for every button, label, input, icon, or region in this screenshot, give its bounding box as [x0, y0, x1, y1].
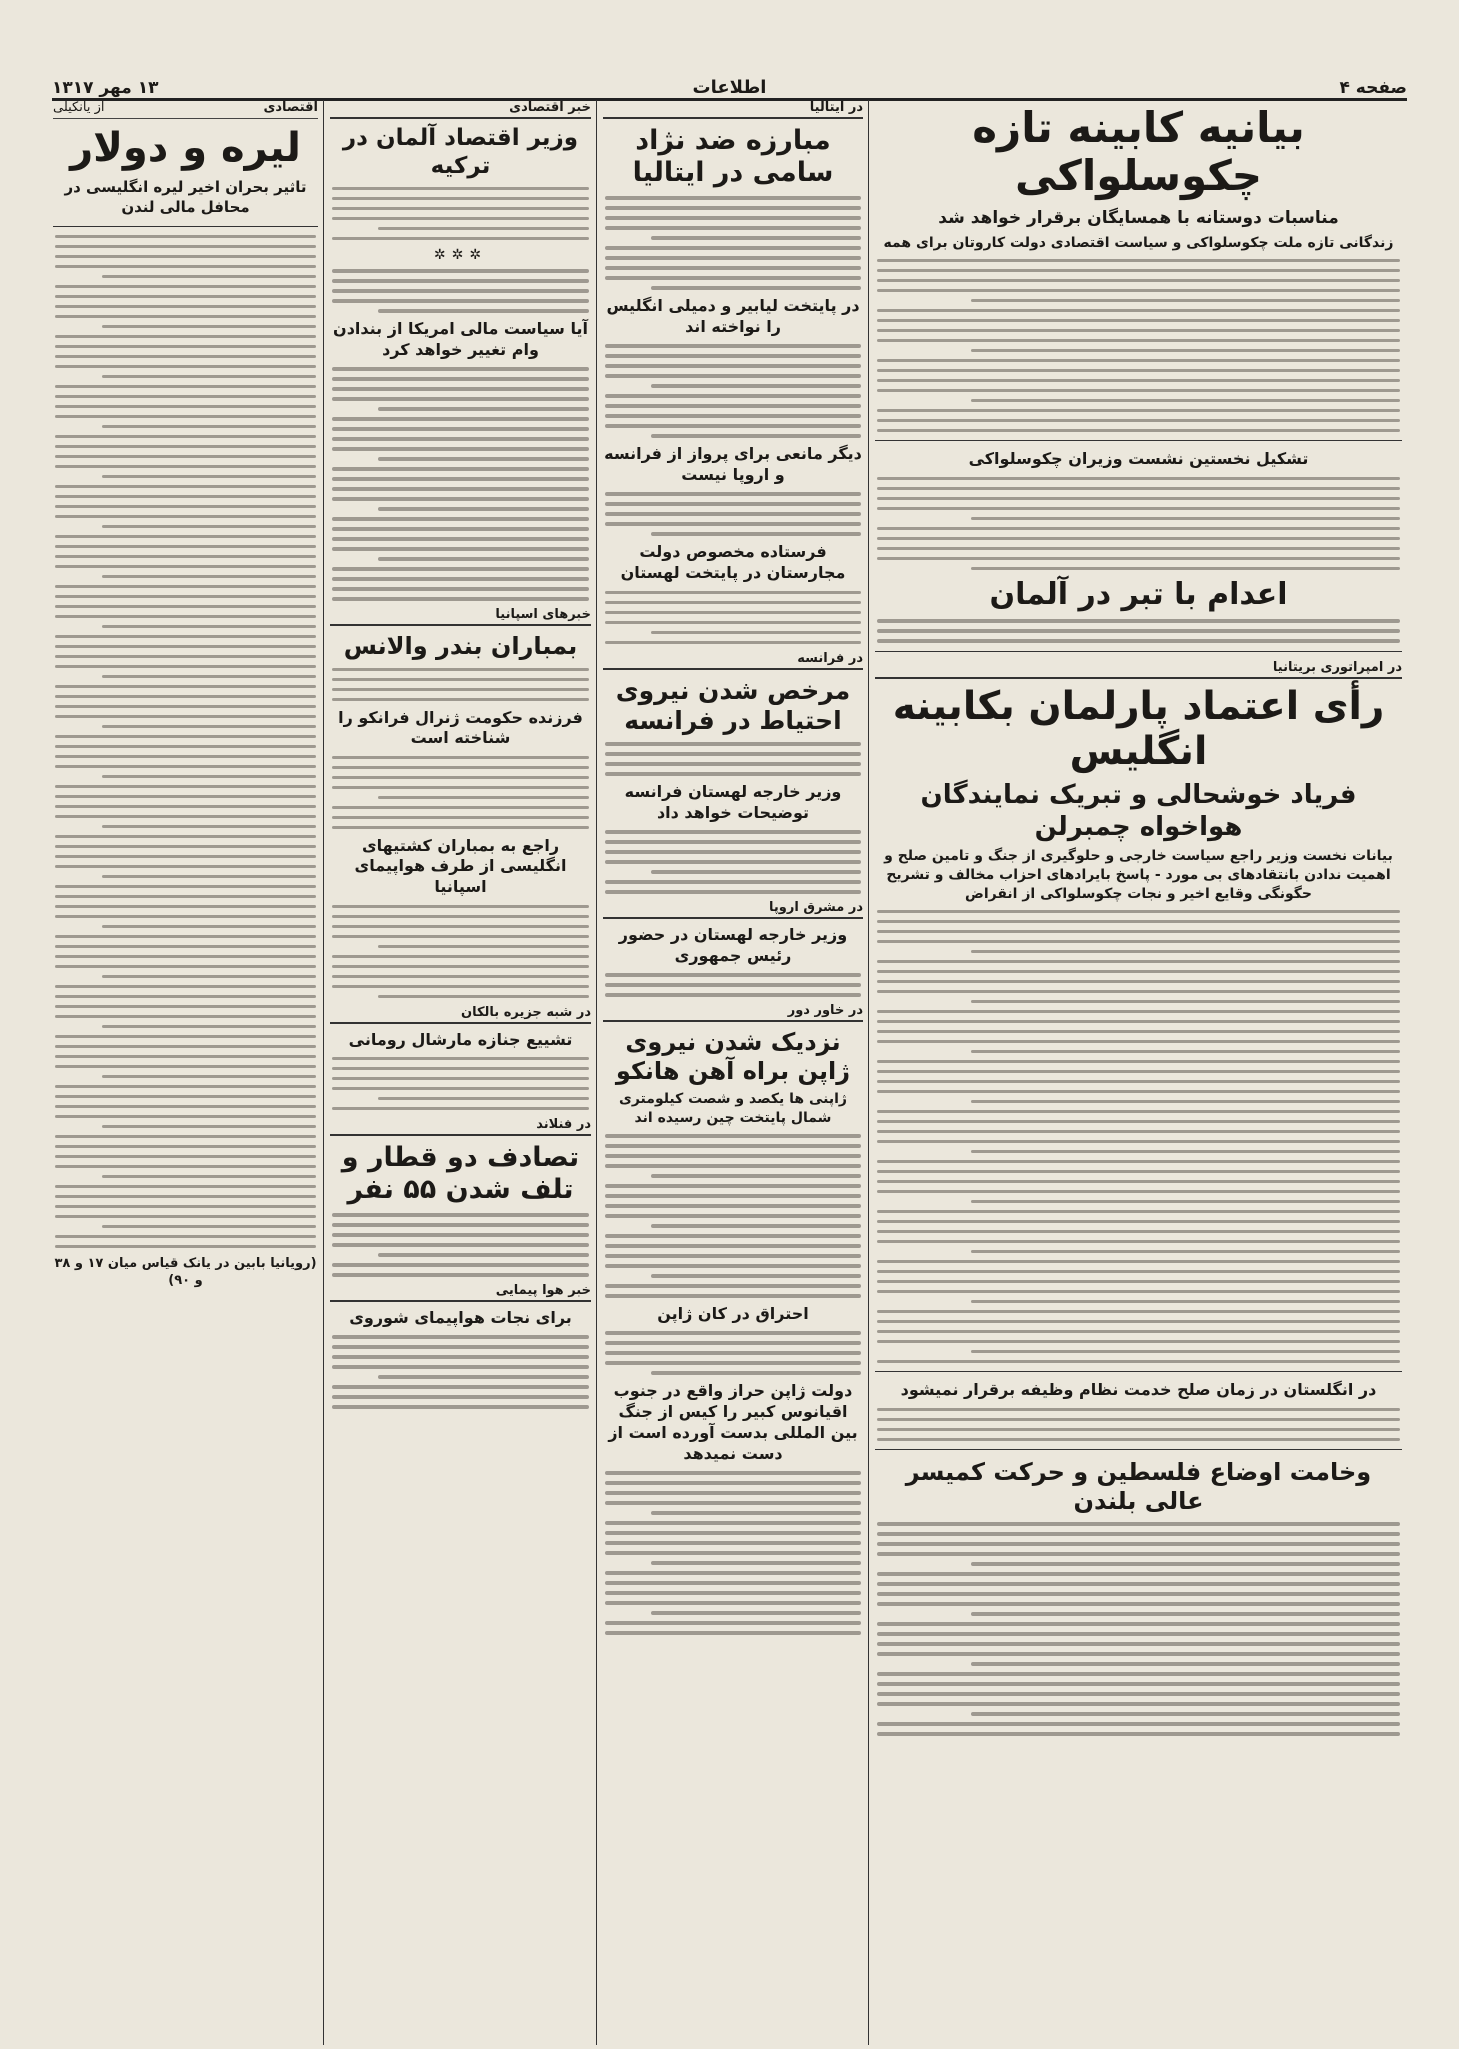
article-body: [605, 742, 861, 776]
article-body: [605, 591, 861, 645]
paper-name: اطلاعات: [692, 77, 767, 98]
article-body: [605, 1331, 861, 1375]
column-czech: [870, 100, 1407, 2045]
article-body: [332, 905, 589, 999]
section-italy: در ایتالیا: [603, 100, 863, 119]
headline-hankow: نزدیک شدن نیروی ژاپن براه آهن هانکو: [615, 1028, 851, 1086]
column-kicker: [53, 100, 318, 119]
article-body: [605, 344, 861, 438]
article-body: [605, 973, 861, 997]
section-label: اقتصادی: [263, 100, 318, 115]
article-body: [332, 187, 589, 241]
article-body: [332, 1335, 589, 1409]
section-aviation: خبر هوا پیمایی: [330, 1283, 591, 1302]
section-spain: خبرهای اسپانیا: [330, 607, 591, 626]
column-italy: [598, 100, 868, 2045]
article-body: [877, 910, 1400, 1364]
dek-london-markets: تاثیر بحران اخیر لیره انگلیسی در محافل مالی لندن: [64, 178, 307, 217]
column-pound-dollar: [48, 100, 323, 2045]
article-body: [877, 1408, 1400, 1442]
section-balkans: در شبه جزیره بالکان: [330, 1005, 591, 1024]
subhead-polish-minister: وزیر خارجه لهستان فرانسه توضیحات خواهد داد: [624, 782, 842, 822]
page-number: صفحه ۴: [1339, 78, 1407, 98]
subhead-first-session: تشکیل نخستین نشست وزیران چکوسلواکی: [968, 449, 1309, 469]
article-body: [605, 492, 861, 536]
subhead-conscription: در انگلستان در زمان صلح خدمت نظام وظیفه برقرار نمیشود: [900, 1380, 1377, 1400]
headline-pound-dollar: لیره و دولار: [70, 125, 301, 171]
subhead-franco: فرزنده حکومت ژنرال فرانکو را شناخته است: [338, 707, 583, 748]
article-body: [332, 756, 589, 830]
dek-japanese-advance: ژاپنی ها یکصد و شصت کیلومتری شمال پایتخت چین رسیده اند: [619, 1090, 847, 1126]
headline-train-collision: تصادف دو قطار و تلف شدن ۵۵ نفر: [341, 1141, 580, 1206]
subhead-soviet-plane: برای نجات هواپیمای شوروی: [349, 1308, 572, 1328]
article-body: [332, 1057, 589, 1111]
headline-czech-cabinet: بیانیه کابینه تازه چکوسلواکی: [972, 103, 1305, 201]
headline-reserves: مرخص شدن نیروی احتیاط در فرانسه: [615, 675, 851, 735]
headline-valencia: بمباران بندر والانس: [343, 632, 578, 661]
subhead-pacific-islands: دولت ژاپن حراز واقع در جنوب اقیانوس کبیر را کیس از جنگ بین المللی بدست آورده است از دست نمیدهد: [608, 1381, 858, 1463]
dek-neighbours: مناسبات دوستانه با همسایگان برقرار خواهد شد: [938, 207, 1339, 228]
headline-antisemitism: مبارزه ضد نژاد سامی در ایتالیا: [632, 125, 834, 189]
section-far-east: در خاور دور: [603, 1003, 863, 1022]
section-british-empire: در امپراتوری بریتانیا: [875, 660, 1402, 679]
article-body: [877, 619, 1400, 643]
section-france: در فرانسه: [603, 651, 863, 670]
headline-execution: اعدام با تبر در آلمان: [989, 576, 1288, 612]
section-economy: خبر اقتصادی: [330, 100, 591, 119]
dek-economy: زندگانی تازه ملت چکوسلواکی و سیاست اقتصادی دولت کاروتان برای همه: [883, 234, 1394, 251]
subhead-funeral: تشییع جنازه مارشال رومانی: [348, 1029, 573, 1049]
article-body: [332, 1213, 589, 1277]
column-rule: [323, 100, 324, 2045]
article-body: [605, 196, 861, 290]
headline-german-minister: وزیر اقتصاد آلمان در ترکیه: [342, 125, 579, 179]
section-east-europe: در مشرق اروپا: [603, 900, 863, 919]
column-rule: [596, 100, 597, 2045]
column-footer: (رویانیا بابین در یانک قیاس میان ۱۷ و ۳۸ و ۹۰): [54, 1255, 317, 1289]
subhead-fire-japan: احتراق در کان ژاپن: [657, 1304, 809, 1324]
article-body: [605, 830, 861, 894]
headline-palestine: وخامت اوضاع فلسطین و حرکت کمیسر عالی بلندن: [905, 1458, 1372, 1516]
column-rule: [868, 100, 869, 2045]
article-body: [332, 668, 589, 702]
article-body: [332, 367, 589, 601]
issue-date: ۱۳ مهر ۱۳۱۷: [52, 78, 159, 98]
article-body: [605, 1134, 861, 1298]
column-economy: [325, 100, 596, 2045]
headline-confidence-vote: رأی اعتماد پارلمان بکابینه انگلیس: [892, 683, 1385, 774]
article-body: [877, 477, 1400, 571]
article-body: [877, 259, 1400, 433]
subhead-ships: راجع به بمباران کشتیهای انگلیسی از طرف هواپیمای اسپانیا: [354, 835, 567, 897]
subhead-us-loans: آیا سیاست مالی امریکا از بندادن وام تغییر خواهد کرد: [333, 319, 588, 359]
subhead-hungary-envoy: فرستاده مخصوص دولت مجارستان در پایتخت لهستان: [620, 542, 846, 583]
article-body: [605, 1471, 861, 1635]
separator-stars: ✲✲✲: [433, 246, 488, 263]
masthead: [52, 62, 1407, 101]
subhead-flight: دیگر مانعی برای پرواز از فرانسه و اروپا نیست: [604, 444, 862, 485]
section-finland: در فنلاند: [330, 1117, 591, 1136]
article-body: [332, 269, 589, 313]
dek-prime-minister: بیانات نخست وزیر راجع سیاست خارجی و حلوگیری از جنگ و تامین صلح و اهمیت ندادن بانتقادهای بی مورد - پاسخ بایرادهای احزاب مخالف و تشریح حگونگی وقایع اخیر و نجات چکوسلواکی از انقراض: [884, 847, 1393, 902]
source-label: از یانکیلی: [53, 100, 105, 115]
article-body: [55, 235, 316, 1249]
article-body: [877, 1522, 1400, 1736]
subhead-tripoli: در پایتخت لیابیر و دمیلی انگلیس را نواخته اند: [606, 296, 860, 337]
subhead-chamberlain: فریاد خوشحالی و تبریک نمایندگان هواخواه چمبرلن: [920, 780, 1357, 842]
subhead-president: وزیر خارجه لهستان در حضور رئیس جمهوری: [618, 925, 848, 965]
